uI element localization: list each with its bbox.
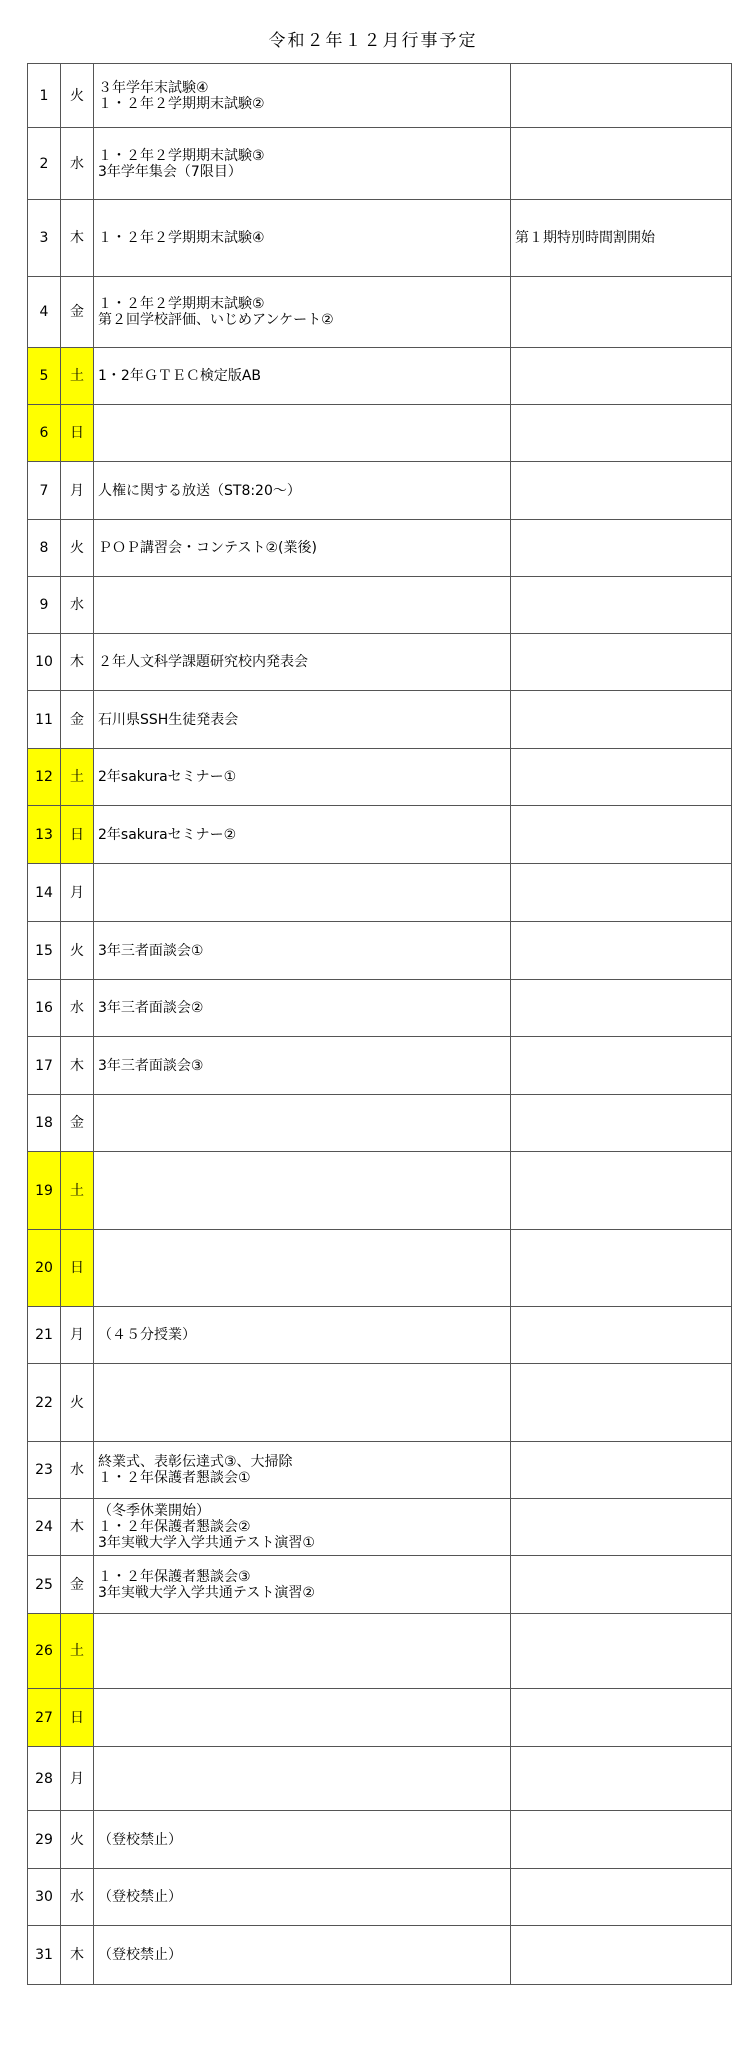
weekday-cell: 土 xyxy=(61,749,94,806)
event-cell xyxy=(94,577,511,634)
day-number-cell: 20 xyxy=(28,1230,61,1307)
day-number-cell: 6 xyxy=(28,405,61,462)
day-number-cell: 2 xyxy=(28,128,61,200)
note-cell xyxy=(511,1811,732,1869)
day-number-cell: 4 xyxy=(28,277,61,348)
note-cell xyxy=(511,577,732,634)
note-cell xyxy=(511,1307,732,1364)
weekday-cell: 金 xyxy=(61,1095,94,1152)
day-number-cell: 10 xyxy=(28,634,61,691)
weekday-cell: 金 xyxy=(61,277,94,348)
table-row xyxy=(28,864,732,922)
day-number-cell: 19 xyxy=(28,1152,61,1230)
day-number-cell: 12 xyxy=(28,749,61,806)
note-cell xyxy=(511,864,732,922)
day-number-cell: 13 xyxy=(28,806,61,864)
note-cell xyxy=(511,634,732,691)
weekday-cell: 木 xyxy=(61,1926,94,1985)
note-cell xyxy=(511,128,732,200)
note-cell xyxy=(511,922,732,980)
event-cell: 2年sakuraセミナー① xyxy=(94,749,511,806)
table-row xyxy=(28,1364,732,1442)
table-row xyxy=(28,64,732,128)
weekday-cell: 木 xyxy=(61,1037,94,1095)
note-cell xyxy=(511,405,732,462)
event-cell: （４５分授業） xyxy=(94,1307,511,1364)
weekday-cell: 月 xyxy=(61,1307,94,1364)
note-cell xyxy=(511,1614,732,1689)
note-cell xyxy=(511,1926,732,1985)
note-cell xyxy=(511,1499,732,1556)
table-row xyxy=(28,277,732,348)
weekday-cell: 月 xyxy=(61,864,94,922)
weekday-cell: 土 xyxy=(61,348,94,405)
note-cell xyxy=(511,348,732,405)
event-cell: １・２年２学期期末試験④ xyxy=(94,200,511,277)
event-cell xyxy=(94,1152,511,1230)
day-number-cell: 27 xyxy=(28,1689,61,1747)
event-cell xyxy=(94,1689,511,1747)
schedule-table xyxy=(27,63,732,1985)
table-row xyxy=(28,1689,732,1747)
note-cell xyxy=(511,1152,732,1230)
weekday-cell: 木 xyxy=(61,200,94,277)
schedule-body xyxy=(28,64,732,1985)
event-cell xyxy=(94,864,511,922)
day-number-cell: 18 xyxy=(28,1095,61,1152)
table-row xyxy=(28,1499,732,1556)
note-cell xyxy=(511,1442,732,1499)
event-cell xyxy=(94,1230,511,1307)
note-cell xyxy=(511,1556,732,1614)
table-row xyxy=(28,1747,732,1811)
day-number-cell: 7 xyxy=(28,462,61,520)
event-cell xyxy=(94,1614,511,1689)
event-cell: （冬季休業開始） １・２年保護者懇談会② 3年実戦大学入学共通テスト演習① xyxy=(94,1499,511,1556)
weekday-cell: 金 xyxy=(61,1556,94,1614)
day-number-cell: 29 xyxy=(28,1811,61,1869)
day-number-cell: 5 xyxy=(28,348,61,405)
day-number-cell: 28 xyxy=(28,1747,61,1811)
table-row xyxy=(28,1095,732,1152)
weekday-cell: 水 xyxy=(61,980,94,1037)
note-cell xyxy=(511,1095,732,1152)
day-number-cell: 23 xyxy=(28,1442,61,1499)
event-cell: 2年sakuraセミナー② xyxy=(94,806,511,864)
event-cell: 終業式、表彰伝達式③、大掃除 １・２年保護者懇談会① xyxy=(94,1442,511,1499)
day-number-cell: 11 xyxy=(28,691,61,749)
day-number-cell: 15 xyxy=(28,922,61,980)
day-number-cell: 21 xyxy=(28,1307,61,1364)
note-cell xyxy=(511,1689,732,1747)
table-row xyxy=(28,634,732,691)
event-cell: 1・2年ＧＴＥＣ検定版AB xyxy=(94,348,511,405)
table-row xyxy=(28,128,732,200)
event-cell xyxy=(94,1747,511,1811)
table-row xyxy=(28,1037,732,1095)
event-cell xyxy=(94,1095,511,1152)
weekday-cell: 火 xyxy=(61,64,94,128)
note-cell xyxy=(511,277,732,348)
event-cell: ３年学年末試験④ １・２年２学期期末試験② xyxy=(94,64,511,128)
table-row xyxy=(28,520,732,577)
event-cell xyxy=(94,405,511,462)
table-row xyxy=(28,691,732,749)
weekday-cell: 日 xyxy=(61,1230,94,1307)
weekday-cell: 火 xyxy=(61,1811,94,1869)
day-number-cell: 25 xyxy=(28,1556,61,1614)
weekday-cell: 月 xyxy=(61,462,94,520)
table-row xyxy=(28,405,732,462)
event-cell: １・２年２学期期末試験⑤ 第２回学校評価、いじめアンケート② xyxy=(94,277,511,348)
day-number-cell: 3 xyxy=(28,200,61,277)
weekday-cell: 火 xyxy=(61,922,94,980)
event-cell: 3年三者面談会③ xyxy=(94,1037,511,1095)
note-cell xyxy=(511,520,732,577)
day-number-cell: 31 xyxy=(28,1926,61,1985)
day-number-cell: 26 xyxy=(28,1614,61,1689)
event-cell xyxy=(94,1364,511,1442)
weekday-cell: 日 xyxy=(61,1689,94,1747)
table-row xyxy=(28,922,732,980)
note-cell xyxy=(511,1869,732,1926)
weekday-cell: 金 xyxy=(61,691,94,749)
table-row xyxy=(28,1307,732,1364)
weekday-cell: 水 xyxy=(61,128,94,200)
note-cell xyxy=(511,1230,732,1307)
weekday-cell: 火 xyxy=(61,1364,94,1442)
table-row xyxy=(28,462,732,520)
day-number-cell: 9 xyxy=(28,577,61,634)
event-cell: ＰＯＰ講習会・コンテスト②(業後) xyxy=(94,520,511,577)
note-cell xyxy=(511,749,732,806)
event-cell: ２年人文科学課題研究校内発表会 xyxy=(94,634,511,691)
note-cell xyxy=(511,1364,732,1442)
day-number-cell: 8 xyxy=(28,520,61,577)
table-row xyxy=(28,1869,732,1926)
note-cell xyxy=(511,462,732,520)
weekday-cell: 月 xyxy=(61,1747,94,1811)
table-row xyxy=(28,1152,732,1230)
table-row xyxy=(28,749,732,806)
event-cell: （登校禁止） xyxy=(94,1811,511,1869)
day-number-cell: 14 xyxy=(28,864,61,922)
event-cell: （登校禁止） xyxy=(94,1869,511,1926)
weekday-cell: 木 xyxy=(61,1499,94,1556)
event-cell: １・２年保護者懇談会③ 3年実戦大学入学共通テスト演習② xyxy=(94,1556,511,1614)
table-row xyxy=(28,806,732,864)
day-number-cell: 24 xyxy=(28,1499,61,1556)
weekday-cell: 木 xyxy=(61,634,94,691)
table-row xyxy=(28,200,732,277)
note-cell xyxy=(511,691,732,749)
table-row xyxy=(28,348,732,405)
table-row xyxy=(28,1811,732,1869)
table-row xyxy=(28,1230,732,1307)
weekday-cell: 水 xyxy=(61,577,94,634)
event-cell: 人権に関する放送（ST8:20～） xyxy=(94,462,511,520)
weekday-cell: 日 xyxy=(61,405,94,462)
note-cell xyxy=(511,1037,732,1095)
table-row xyxy=(28,1556,732,1614)
event-cell: （登校禁止） xyxy=(94,1926,511,1985)
weekday-cell: 水 xyxy=(61,1869,94,1926)
event-cell: 3年三者面談会② xyxy=(94,980,511,1037)
day-number-cell: 30 xyxy=(28,1869,61,1926)
note-cell xyxy=(511,806,732,864)
day-number-cell: 16 xyxy=(28,980,61,1037)
table-row xyxy=(28,1442,732,1499)
note-cell xyxy=(511,980,732,1037)
weekday-cell: 水 xyxy=(61,1442,94,1499)
event-cell: 石川県SSH生徒発表会 xyxy=(94,691,511,749)
event-cell: １・２年２学期期末試験③ 3年学年集会（7限目） xyxy=(94,128,511,200)
page-title: 令和２年１２月行事予定 xyxy=(268,31,478,51)
day-number-cell: 17 xyxy=(28,1037,61,1095)
note-cell: 第１期特別時間割開始 xyxy=(511,200,732,277)
day-number-cell: 22 xyxy=(28,1364,61,1442)
event-cell: 3年三者面談会① xyxy=(94,922,511,980)
table-row xyxy=(28,980,732,1037)
weekday-cell: 火 xyxy=(61,520,94,577)
note-cell xyxy=(511,1747,732,1811)
table-row xyxy=(28,577,732,634)
weekday-cell: 土 xyxy=(61,1152,94,1230)
weekday-cell: 日 xyxy=(61,806,94,864)
note-cell xyxy=(511,64,732,128)
day-number-cell: 1 xyxy=(28,64,61,128)
weekday-cell: 土 xyxy=(61,1614,94,1689)
table-row xyxy=(28,1614,732,1689)
table-row xyxy=(28,1926,732,1985)
